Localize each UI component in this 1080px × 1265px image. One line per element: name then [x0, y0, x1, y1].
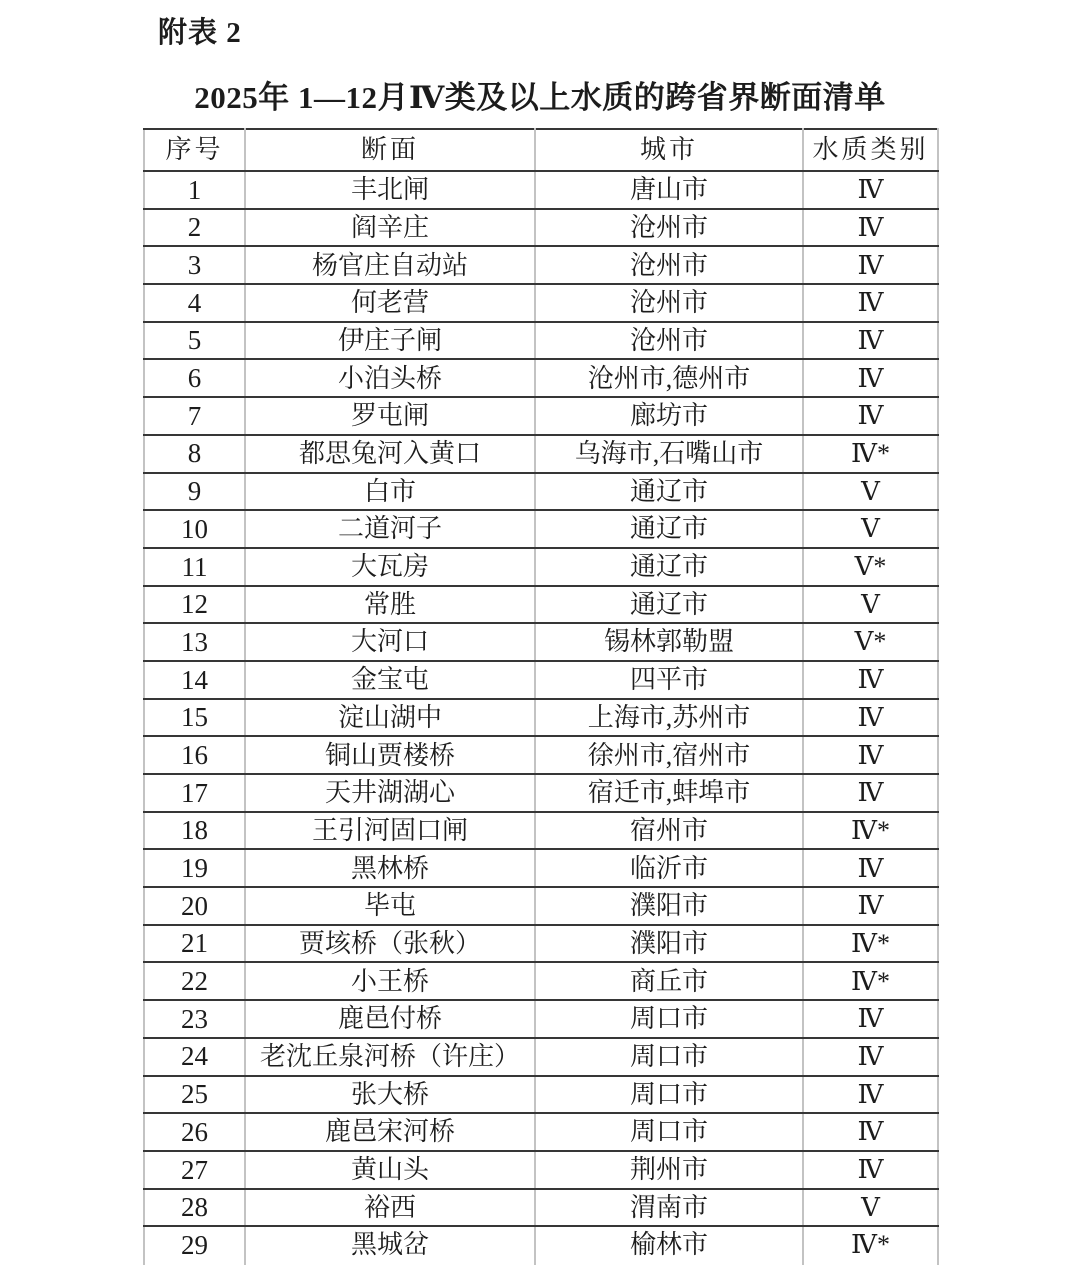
cell-section: 白市 — [245, 473, 535, 511]
cell-section: 杨官庄自动站 — [245, 246, 535, 284]
cell-class: Ⅳ* — [803, 962, 938, 1000]
cell-city: 荆州市 — [535, 1151, 803, 1189]
cell-index: 1 — [144, 171, 245, 209]
header-row — [144, 129, 938, 171]
cell-section: 常胜 — [245, 586, 535, 624]
cell-city: 上海市,苏州市 — [535, 699, 803, 737]
cell-class: Ⅳ — [803, 736, 938, 774]
cell-city: 宿迁市,蚌埠市 — [535, 774, 803, 812]
cell-section: 鹿邑付桥 — [245, 1000, 535, 1038]
cell-city: 徐州市,宿州市 — [535, 736, 803, 774]
cell-section: 黄山头 — [245, 1151, 535, 1189]
table-row — [144, 473, 938, 511]
cell-section: 大河口 — [245, 623, 535, 661]
cell-index: 19 — [144, 849, 245, 887]
table-row — [144, 171, 938, 209]
cell-index: 23 — [144, 1000, 245, 1038]
cell-city: 锡林郭勒盟 — [535, 623, 803, 661]
cell-class: Ⅳ — [803, 284, 938, 322]
cell-index: 25 — [144, 1076, 245, 1114]
cell-city: 廊坊市 — [535, 397, 803, 435]
table-row — [144, 699, 938, 737]
table-row — [144, 812, 938, 850]
table-row — [144, 1038, 938, 1076]
cell-section: 老沈丘泉河桥（许庄） — [245, 1038, 535, 1076]
cell-class: Ⅳ — [803, 1000, 938, 1038]
cell-class: Ⅳ* — [803, 812, 938, 850]
cell-city: 沧州市 — [535, 322, 803, 360]
cell-index: 20 — [144, 887, 245, 925]
table-row — [144, 1189, 938, 1227]
cell-city: 渭南市 — [535, 1189, 803, 1227]
cell-index: 3 — [144, 246, 245, 284]
cell-class: Ⅳ — [803, 359, 938, 397]
cell-city: 周口市 — [535, 1000, 803, 1038]
cell-section: 罗屯闸 — [245, 397, 535, 435]
cell-city: 周口市 — [535, 1113, 803, 1151]
col-header-section: 断面 — [245, 129, 535, 171]
table-row — [144, 736, 938, 774]
cell-index: 27 — [144, 1151, 245, 1189]
cell-index: 6 — [144, 359, 245, 397]
table-row — [144, 1113, 938, 1151]
table-body — [144, 171, 938, 1264]
cell-city: 通辽市 — [535, 510, 803, 548]
cell-index: 28 — [144, 1189, 245, 1227]
cell-index: 2 — [144, 209, 245, 247]
cell-city: 通辽市 — [535, 586, 803, 624]
table-row — [144, 209, 938, 247]
cell-index: 12 — [144, 586, 245, 624]
cell-section: 大瓦房 — [245, 548, 535, 586]
cell-section: 阎辛庄 — [245, 209, 535, 247]
cell-index: 13 — [144, 623, 245, 661]
cell-section: 毕屯 — [245, 887, 535, 925]
cell-class: Ⅳ — [803, 397, 938, 435]
cell-index: 4 — [144, 284, 245, 322]
table-row — [144, 925, 938, 963]
cell-section: 鹿邑宋河桥 — [245, 1113, 535, 1151]
cell-index: 5 — [144, 322, 245, 360]
cell-city: 沧州市 — [535, 209, 803, 247]
cell-class: Ⅳ — [803, 209, 938, 247]
table-row — [144, 849, 938, 887]
cell-section: 天井湖湖心 — [245, 774, 535, 812]
page-title: 2025年 1—12月Ⅳ类及以上水质的跨省界断面清单 — [194, 80, 886, 115]
col-header-class: 水质类别 — [803, 129, 938, 171]
water-quality-table — [143, 128, 939, 1265]
table-row — [144, 586, 938, 624]
cell-city: 乌海市,石嘴山市 — [535, 435, 803, 473]
cell-class: Ⅳ — [803, 1113, 938, 1151]
table-row — [144, 774, 938, 812]
cell-class: Ⅳ — [803, 246, 938, 284]
cell-section: 二道河子 — [245, 510, 535, 548]
cell-section: 金宝屯 — [245, 661, 535, 699]
cell-class: Ⅴ* — [803, 548, 938, 586]
cell-city: 四平市 — [535, 661, 803, 699]
cell-section: 丰北闸 — [245, 171, 535, 209]
cell-section: 贾垓桥（张秋） — [245, 925, 535, 963]
col-header-index: 序号 — [144, 129, 245, 171]
cell-city: 沧州市 — [535, 284, 803, 322]
table-row — [144, 322, 938, 360]
cell-index: 24 — [144, 1038, 245, 1076]
cell-class: Ⅴ — [803, 1189, 938, 1227]
cell-index: 21 — [144, 925, 245, 963]
cell-city: 临沂市 — [535, 849, 803, 887]
cell-city: 周口市 — [535, 1038, 803, 1076]
table-row — [144, 397, 938, 435]
cell-index: 29 — [144, 1226, 245, 1264]
table-row — [144, 548, 938, 586]
cell-class: Ⅴ — [803, 510, 938, 548]
cell-index: 11 — [144, 548, 245, 586]
cell-index: 8 — [144, 435, 245, 473]
cell-section: 何老营 — [245, 284, 535, 322]
cell-city: 通辽市 — [535, 473, 803, 511]
cell-class: Ⅳ — [803, 1151, 938, 1189]
cell-class: Ⅴ — [803, 473, 938, 511]
table-row — [144, 1000, 938, 1038]
cell-city: 濮阳市 — [535, 925, 803, 963]
table-container — [143, 128, 939, 1265]
table-row — [144, 1151, 938, 1189]
cell-city: 榆林市 — [535, 1226, 803, 1264]
table-row — [144, 510, 938, 548]
col-header-city: 城市 — [535, 129, 803, 171]
cell-index: 16 — [144, 736, 245, 774]
cell-index: 7 — [144, 397, 245, 435]
annex-label: 附表 2 — [158, 17, 242, 49]
table-header — [144, 129, 938, 171]
cell-section: 淀山湖中 — [245, 699, 535, 737]
table-row — [144, 435, 938, 473]
cell-city: 通辽市 — [535, 548, 803, 586]
cell-section: 黑城岔 — [245, 1226, 535, 1264]
cell-city: 宿州市 — [535, 812, 803, 850]
cell-index: 10 — [144, 510, 245, 548]
cell-class: Ⅴ — [803, 586, 938, 624]
cell-class: Ⅳ — [803, 322, 938, 360]
table-row — [144, 887, 938, 925]
cell-section: 张大桥 — [245, 1076, 535, 1114]
cell-section: 小泊头桥 — [245, 359, 535, 397]
cell-index: 14 — [144, 661, 245, 699]
cell-index: 22 — [144, 962, 245, 1000]
cell-city: 沧州市,德州市 — [535, 359, 803, 397]
cell-index: 26 — [144, 1113, 245, 1151]
cell-section: 小王桥 — [245, 962, 535, 1000]
cell-class: Ⅳ — [803, 699, 938, 737]
cell-section: 裕西 — [245, 1189, 535, 1227]
table-row — [144, 359, 938, 397]
cell-index: 15 — [144, 699, 245, 737]
cell-class: Ⅴ* — [803, 623, 938, 661]
cell-class: Ⅳ — [803, 661, 938, 699]
cell-index: 17 — [144, 774, 245, 812]
cell-index: 18 — [144, 812, 245, 850]
cell-section: 都思兔河入黄口 — [245, 435, 535, 473]
table-row — [144, 1076, 938, 1114]
cell-index: 9 — [144, 473, 245, 511]
cell-class: Ⅳ — [803, 171, 938, 209]
cell-class: Ⅳ* — [803, 1226, 938, 1264]
cell-class: Ⅳ* — [803, 435, 938, 473]
cell-class: Ⅳ — [803, 1076, 938, 1114]
table-row — [144, 661, 938, 699]
cell-city: 周口市 — [535, 1076, 803, 1114]
table-row — [144, 1226, 938, 1264]
cell-city: 商丘市 — [535, 962, 803, 1000]
cell-class: Ⅳ — [803, 1038, 938, 1076]
table-row — [144, 962, 938, 1000]
cell-city: 濮阳市 — [535, 887, 803, 925]
cell-city: 唐山市 — [535, 171, 803, 209]
cell-class: Ⅳ — [803, 849, 938, 887]
cell-section: 伊庄子闸 — [245, 322, 535, 360]
cell-section: 黑林桥 — [245, 849, 535, 887]
cell-class: Ⅳ* — [803, 925, 938, 963]
cell-section: 王引河固口闸 — [245, 812, 535, 850]
table-row — [144, 284, 938, 322]
cell-class: Ⅳ — [803, 774, 938, 812]
cell-class: Ⅳ — [803, 887, 938, 925]
cell-city: 沧州市 — [535, 246, 803, 284]
table-row — [144, 246, 938, 284]
table-row — [144, 623, 938, 661]
cell-section: 铜山贾楼桥 — [245, 736, 535, 774]
